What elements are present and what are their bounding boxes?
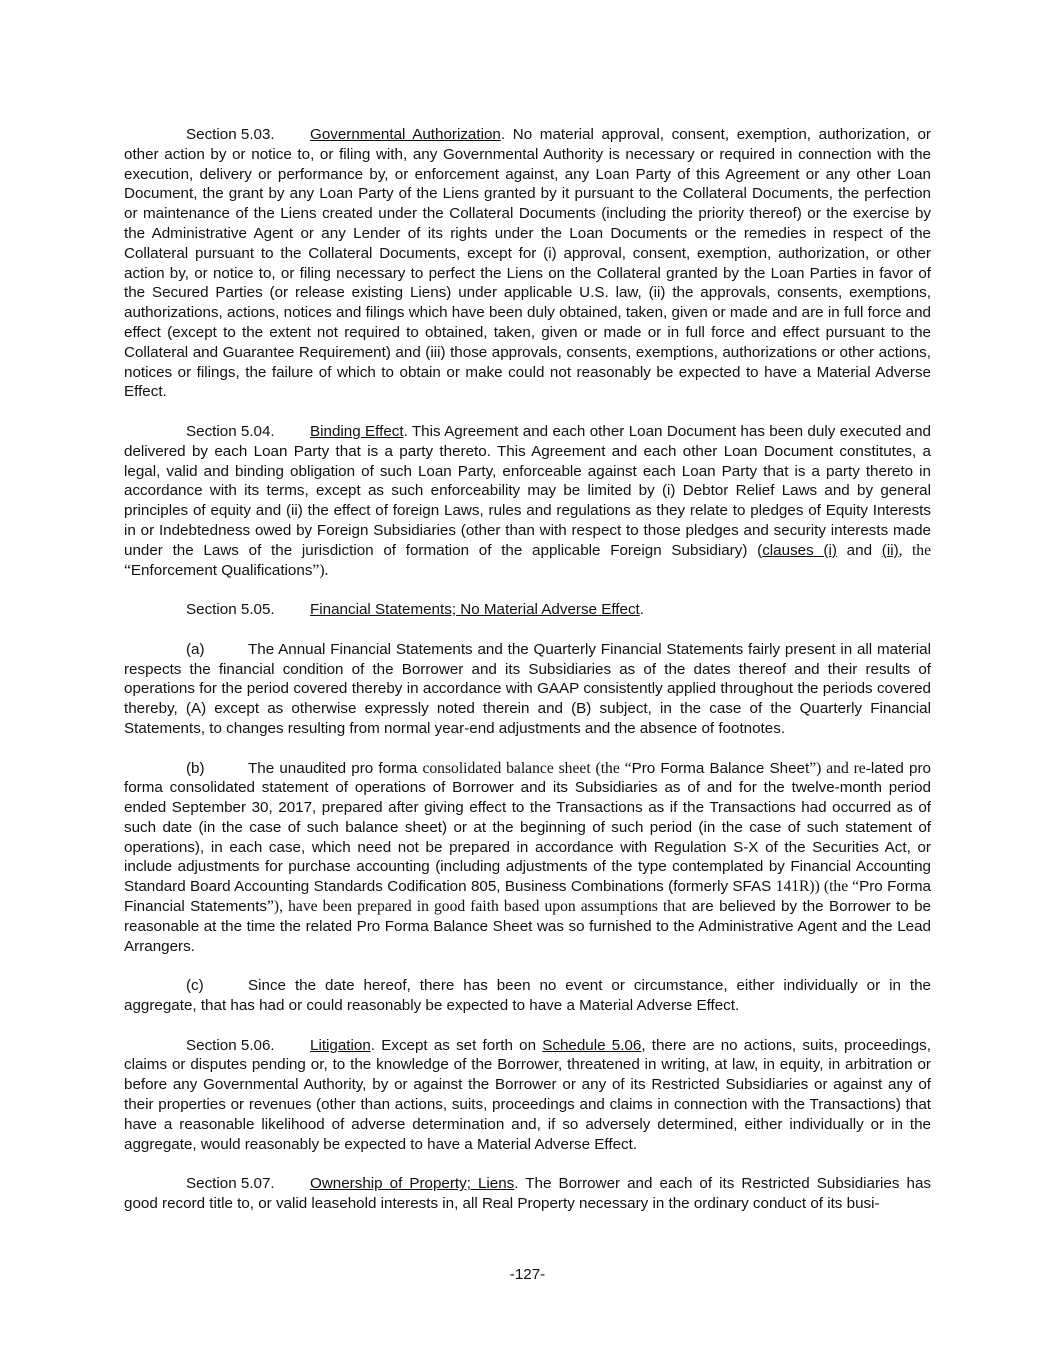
section-number: Section 5.03. xyxy=(186,126,275,143)
subsection-label: (a) xyxy=(186,640,205,658)
section-5-07 xyxy=(124,1174,931,1214)
section-body: , there are no actions, suits, proceedings, claims or disputes pending or, to the knowledge of the Borrower, threatened in writing, at law, in equity, in arbitration or before any Governmental Authority, by or against the Borrower or any of its Restricted Subsidiaries or against any of their properties or revenues (other than actions, suits, proceedings and claims in connection with the Transactions) that have a reasonable likelihood of adverse determination and, if so adversely determined, either individually or in the aggregate, would reasonably be expected to have a Material Adverse Effect. xyxy=(124,1036,931,1153)
section-heading: Binding Effect xyxy=(310,422,404,440)
subsection-body: lated pro forma consolidated statement of operations of Borrower and its Subsidiaries as of and for the twelve-month period ended September 30, 2017, prepared after giving effect to the Transactions as if the Transactions had occurred as of such date (in the case of such balance sheet) or at the beginning of such period (in the case of such statement of operations), in each case, which need not be prepared in accordance with Regulation S-X of the Securities Act, or include adjustments for purchase accounting (including adjustments of the type contemplated by Financial Accounting Standard Board Accounting Standards Codification 805, Business Combinations (formerly SFAS xyxy=(124,759,931,896)
subsection-5-05-b xyxy=(124,759,931,957)
section-number: Section 5.04. xyxy=(186,422,275,440)
section-5-05 xyxy=(124,600,931,620)
subsection-body: The unaudited pro forma xyxy=(248,759,423,777)
subsection-body: The Annual Financial Statements and the Quarterly Financial Statements fairly present in all material respects the financial condition of the Borrower and its Subsidiaries as of the dates thereof and their results of operations for the period covered thereby in accordance with GAAP consistently applied throughout the periods covered thereby, (A) except as otherwise expressly noted therein and (B) subject, in the case of the Quarterly Financial Statements, to changes resulting from normal year-end adjustments and the absence of footnotes. xyxy=(124,640,931,737)
page-number: -127- xyxy=(509,1266,546,1283)
section-number: Section 5.06. xyxy=(186,1036,275,1054)
subsection-5-05-a xyxy=(124,640,931,739)
subsection-body: Since the date hereof, there has been no event or circumstance, either individually or in the aggregate, that has had or could reasonably be expected to have a Material Adverse Effect. xyxy=(124,977,931,1015)
defined-term: Pro Forma Financial Statements xyxy=(124,878,932,916)
subsection-label: (b) xyxy=(186,759,205,777)
subsection-5-05-c xyxy=(124,976,931,1016)
subsection-body-serif: ”) and re- xyxy=(809,759,871,777)
definition-open: , the “ xyxy=(124,541,932,579)
section-heading: Financial Statements; No Material Adverse Effect xyxy=(310,601,640,619)
section-number: Section 5.05. xyxy=(186,601,275,619)
section-body: . The Borrower and each of its Restricted Subsidiaries has good record title to, or valid leasehold interests in, all Real Property necessary in the ordinary conduct of its busi- xyxy=(124,1175,931,1213)
clause-reference-2: (ii) xyxy=(881,541,899,559)
subsection-body: are believed by the Borrower to be reasonable at the time the related Pro Forma Balance Sheet was so furnished to the Administrative Agent and the Lead Arrangers. xyxy=(124,898,931,955)
section-heading: Ownership of Property; Liens xyxy=(310,1175,515,1193)
heading-period: . xyxy=(639,601,645,619)
section-5-06 xyxy=(124,1036,931,1155)
section-body: . No material approval, consent, exemption, authorization, or other action by or notice to, or filing with, any Governmental Authority is necessary or required in connection with the execution, delivery or performance by, or enforcement against, any Loan Party of this Agreement or any other Loan Document, the grant by any Loan Party of the Liens granted by it pursuant to the Collateral Documents, the perfection or maintenance of the Liens created under the Collateral Documents (including the priority thereof) or the exercise by the Administrative Agent or any Lender of its rights under the Loan Documents or the remedies in respect of the Collateral pursuant to the Collateral Documents, except for (i) approval, consent, exemption, authorization, or other action by, or notice to, or filing necessary to perfect the Liens on the Collateral granted by the Loan Parties in favor of the Secured Parties (or release existing Liens) under applicable U.S. law, (ii) the approvals, consents, exemptions, authorizations, actions, notices and filings which have been duly obtained, taken, given or made and are in full force and effect (except to the extent not required to obtained, taken, given or made or in full force and effect pursuant to the Collateral and Guarantee Requirement) and (iii) those approvals, consents, exemptions, authorizations or other actions, notices or filings, the failure of which to obtain or make could not reasonably be expected to have a Material Adverse Effect. xyxy=(124,126,931,401)
subsection-label: (c) xyxy=(186,977,204,995)
section-5-04 xyxy=(124,422,931,580)
conjunction: and xyxy=(836,541,882,559)
document-page xyxy=(124,125,931,1214)
clause-reference: clauses (i) xyxy=(762,541,837,559)
section-heading: Governmental Authorization xyxy=(310,126,501,143)
section-number: Section 5.07. xyxy=(186,1175,275,1193)
subsection-body-serif: 141R)) (the “ xyxy=(775,878,860,896)
section-body: . Except as set forth on xyxy=(370,1036,543,1054)
section-5-03 xyxy=(124,125,931,402)
schedule-reference: Schedule 5.06 xyxy=(542,1036,642,1054)
definition-close: ”). xyxy=(312,561,329,579)
defined-term: Pro Forma Balance Sheet xyxy=(631,759,810,777)
section-heading: Litigation xyxy=(310,1036,371,1054)
subsection-body-serif: ”), have been prepared in good faith based upon assumptions that xyxy=(267,898,687,916)
subsection-body-serif: consolidated balance sheet (the “ xyxy=(422,759,632,777)
section-body: . This Agreement and each other Loan Document has been duly executed and delivered by each Loan Party that is a party thereto. This Agreement and each other Loan Document constitutes, a legal, valid and binding obligation of such Loan Party, enforceable against each Loan Party that is a party thereto in accordance with its terms, except as such enforceability may be limited by (i) Debtor Relief Laws and by general principles of equity and (ii) the effect of foreign Laws, rules and regulations as they relate to pledges of Equity Interests in or Indebtedness owed by Foreign Subsidiaries (other than with respect to those pledges and security interests made under the Laws of the jurisdiction of formation of the applicable Foreign Subsidiary) ( xyxy=(124,422,931,559)
defined-term: Enforcement Qualifications xyxy=(130,561,313,579)
